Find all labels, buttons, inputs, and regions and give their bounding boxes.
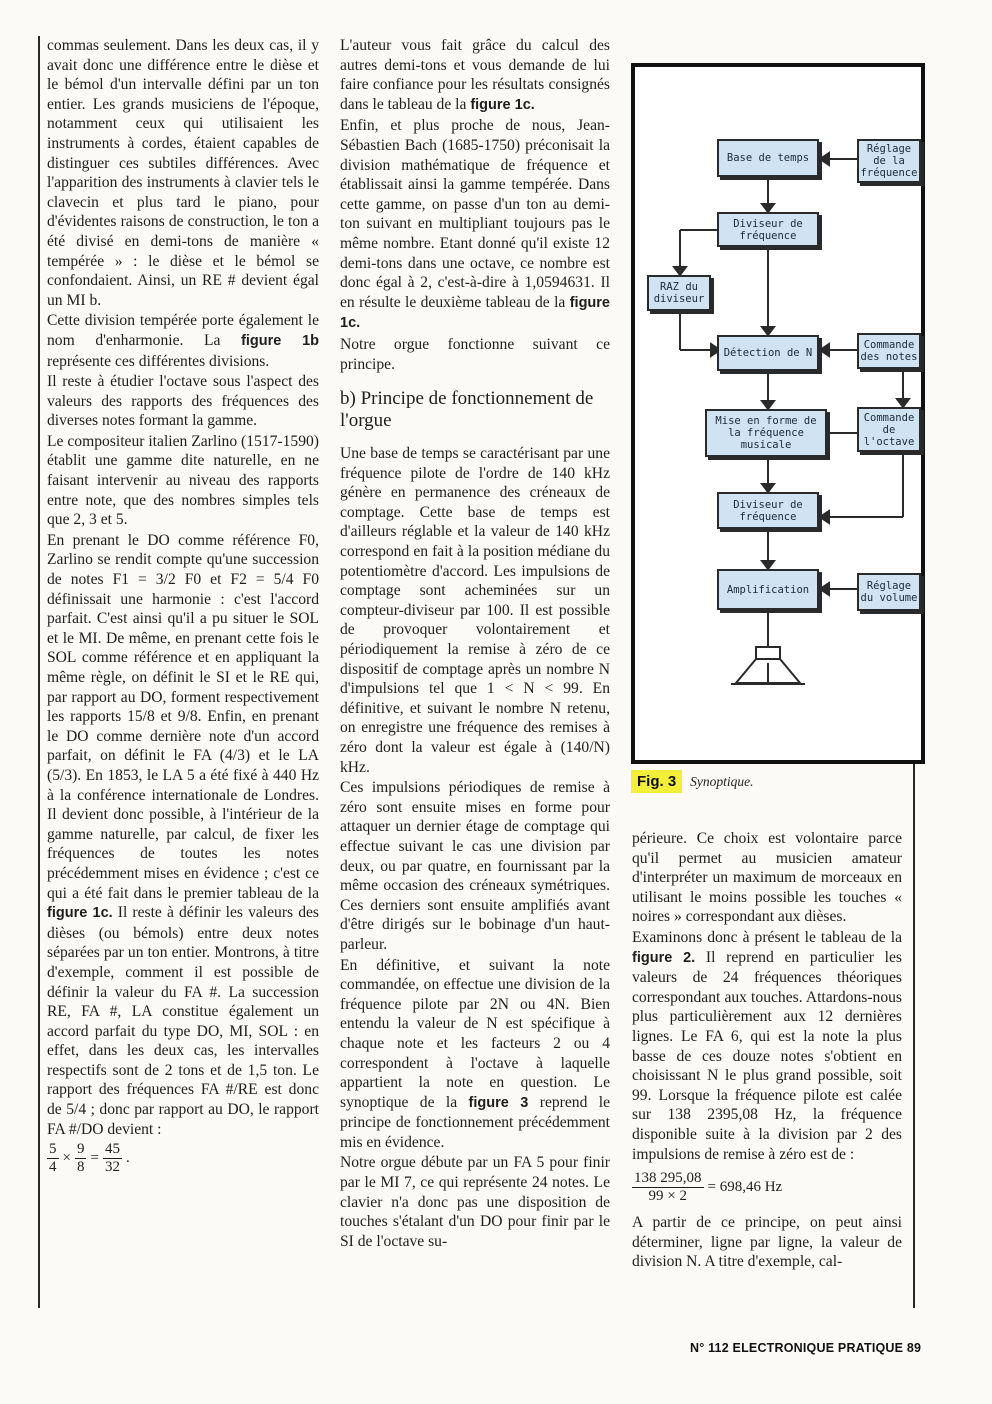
- numerator: 45: [104, 1141, 120, 1158]
- figure-label: Fig. 3: [631, 770, 682, 793]
- text: Examinons donc à présent le tableau de la: [632, 928, 902, 946]
- col2-paragraph: Ces impulsions périodiques de remise à zéro sont ensuite mises en forme pour attaquer un dernier étage de comptage qui effectue suivant le cas une division par deux, ou par quatre, en fournissant par la même occasion des créneaux symétriques. Ces derniers sont ensuite amplifiés avant d'être dirigés sur le bobinage d'un haut-parleur.: [340, 779, 610, 953]
- denominator: 99 × 2: [648, 1188, 687, 1205]
- figure-ref: figure 1c.: [340, 294, 610, 332]
- col2-paragraph: Notre orgue débute par un FA 5 pour finir par le MI 7, ce qui représente 24 notes. Le clavier n'a donc pas une disposition de touches s'étalant d'un DO pour finir par le SI de l'octave su-: [340, 1154, 610, 1250]
- arrow-head: [762, 204, 774, 212]
- frequency-formula: [632, 1170, 902, 1205]
- figure-ref: figure 1c.: [470, 96, 535, 113]
- right-margin-rule: [913, 764, 915, 1308]
- text: L'auteur vous fait grâce du calcul des autres demi-tons et vous demande de lui faire confiance pour les résultats consignés dans le tableau de la: [340, 37, 610, 113]
- col2-paragraph: [340, 956, 610, 1153]
- col1-paragraph: Il reste à étudier l'octave sous l'aspect des valeurs des rapports des fréquences des diverses notes formant la gamme.: [47, 373, 319, 430]
- col1-paragraph: Le compositeur italien Zarlino (1517-1590) établit une gamme dite naturelle, en ne faisant intervenir au niveau des rapports entre note, que des nombres simples tels que 2, 3 et 5.: [47, 432, 319, 529]
- section-heading: b) Principe de fonctionnement de l'orgue: [340, 388, 594, 432]
- col2-paragraph: [340, 36, 610, 115]
- reset-divider-block: RAZ du diviseur: [647, 275, 711, 311]
- volume-adjust-block: Réglage du volume: [857, 573, 921, 611]
- arrow-head: [820, 511, 829, 523]
- figure-ref: figure 3: [468, 1094, 529, 1111]
- numerator: 138 295,08: [634, 1170, 702, 1187]
- block-diagram-figure: [631, 63, 925, 764]
- fraction-formula: [47, 1141, 319, 1176]
- col1-paragraph: [47, 311, 319, 371]
- arrow-head: [762, 401, 774, 409]
- col2-paragraph: [340, 116, 610, 334]
- col2-paragraph: Une base de temps se caractérisant par une fréquence pilote de l'ordre de 140 kHz génère en permanence des créneaux de comptage. Cette base de temps est d'ailleurs réglable et la valeur de 140 kHz correspond en fait à la position médiane du potentiomètre d'accord. Les impulsions de comptage sont acheminées sur un compteur-diviseur par 100. Il est possible de provoquer volontairement et périodiquement la remise à zéro de ce dispositif de comptage après un nombre N d'impulsions tel que 1 < N < 99. En définitive, et suivant le nombre N retenu, on enregistre une fréquence des remises à zéro dont la valeur est égale à (140/N) kHz.: [340, 445, 610, 776]
- octave-command-block: Commande de l'octave: [857, 407, 921, 452]
- text: représente ces différentes divisions.: [47, 352, 270, 370]
- operator: ×: [62, 1149, 71, 1166]
- page-footer: N° 112 ELECTRONIQUE PRATIQUE 89: [690, 1341, 922, 1355]
- formula-result: = 698,46 Hz: [707, 1178, 783, 1195]
- figure-ref: figure 1b: [241, 332, 319, 349]
- loudspeaker-icon: [731, 647, 805, 684]
- figure-caption-text: Synoptique.: [690, 773, 754, 789]
- frequency-divider-block: Diviseur de fréquence: [717, 212, 819, 247]
- text: En prenant le DO comme référence F0, Zarlino se rendit compte qu'une succession de notes F1 = 3/2 F0 et F2 = 5/4 F0 définissait une harmonie : c'est l'accord parfait. C'est ainsi qu'il a pu situer le SOL et le MI. De même, en prenant cette fois le SOL comme référence et en appliquant la même règle, on définit le SI et le RE qui, par rapport au DO, forment respectivement les rapports 15/8 et 9/8. Enfin, en prenant le DO comme dernière note d'un accord parfait, on définit le FA (4/3) et le LA (5/3). En 1853, le LA 5 a été fixé à 440 Hz à la conférence internationale de Londres. Il devient donc possible, à l'intérieur de la gamme naturelle, par calcul, de fixer les fréquences de toutes les notes précédemment mises en évidence ; c'est ce qui a été fait dans le premier tableau de la: [47, 531, 319, 902]
- col1-paragraph: [47, 531, 319, 1139]
- amplification-block: Amplification: [717, 569, 819, 610]
- text: Cette division tempérée porte également le nom d'enharmonie. La: [47, 312, 319, 349]
- numerator: 9: [76, 1141, 85, 1158]
- arrow-head: [820, 583, 829, 595]
- arrow-head: [820, 153, 829, 165]
- col3-paragraph: périeure. Ce choix est volontaire parce qu'il permet au musicien amateur d'interpréter un maximum de morceaux en utilisant le moins possible les touches « noires » correspondant aux dièses.: [632, 830, 902, 926]
- text: Il reste à définir les valeurs des dièses (ou bémols) entre deux notes séparées par un ton entier. Montrons, à titre d'exemple, comment il est possible de définir la valeur du FA #. La succession RE, FA #, LA constitue également un accord parfait du type DO, MI, SOL : en effet, dans les deux cas, les intervalles respectifs sont de 2 tons et de 1,5 ton. Le rapport des fréquences FA #/RE est donc de 5/4 ; donc par rapport au DO, le rapport FA #/DO devient :: [47, 904, 319, 1138]
- figure-caption: [631, 770, 754, 793]
- col2-paragraph: Notre orgue fonctionne suivant ce principe.: [340, 335, 610, 373]
- time-base-block: Base de temps: [717, 139, 819, 177]
- fraction: [103, 1141, 122, 1176]
- frequency-adjust-block: Réglage de la fréquence: [857, 139, 921, 183]
- note-command-block: Commande des notes: [857, 333, 921, 369]
- col1-paragraph: commas seulement. Dans les deux cas, il y avait donc une différence entre le dièse et le bémol d'un intervalle défini par un ton entier. Les grands musiciens de l'époque, notamment ceux qui utilisaient les instruments à cordes, étaient capables de distinguer ces subtiles différences. Avec l'apparition des instruments à clavier tels le clavecin et plus tard le piano, pour d'évidentes raisons de construction, le ton a été divisé en demi-tons de manière « tempérée » : le dièse et le bémol se confondaient. Ainsi, un RE # devient égal un MI b.: [47, 37, 319, 309]
- arrow-head: [762, 484, 774, 492]
- left-margin-rule: [38, 36, 40, 1308]
- text: reprend le principe de fonctionnement précédemment mis en évidence.: [340, 1093, 611, 1151]
- column-1: [47, 36, 319, 1176]
- text: Enfin, et plus proche de nous, Jean-Sébastien Bach (1685-1750) préconisait la division mathématique de fréquence et établissait ainsi la gamme tempérée. Dans cette gamme, on passe d'un ton au demi-ton suivant en multipliant toujours pas le même nombre. Etant donné qu'il existe 12 demi-tons dans une octave, ce nombre est donc égal à 2, c'est-à-dire à 1,0594631. Il en résulte le deuxième tableau de la: [340, 117, 610, 311]
- arrow-head: [674, 267, 686, 275]
- numerator: 5: [49, 1141, 57, 1158]
- n-detection-block: Détection de N: [717, 335, 819, 371]
- fraction: [632, 1170, 704, 1205]
- arrow-head: [897, 399, 909, 407]
- text: En définitive, et suivant la note commandée, on effectue une division de la fréquence pilote par 2N ou 4N. Bien entendu la valeur de N est spécifique à chaque note et les facteurs 2 ou 4 correspondent à l'octave à laquelle appartient la note en question. Le synoptique de la: [340, 956, 610, 1111]
- frequency-divider-block-2: Diviseur de fréquence: [717, 492, 819, 529]
- denominator: 4: [49, 1159, 57, 1176]
- operator: .: [125, 1149, 130, 1166]
- arrow-head: [762, 561, 774, 569]
- col3-paragraph: [632, 928, 902, 1164]
- arrow-head: [762, 327, 774, 335]
- arrow-head: [820, 344, 829, 356]
- text: Il reprend en particulier les valeurs de 24 fréquences théoriques correspondant aux touches. Attardons-nous plus particulièrement aux 12 dernières lignes. Le FA 6, qui est la note la plus basse de ces douze notes s'obtient en choisissant N le plus grand possible, soit 99. Lorsque la fréquence pilote est calée sur 138 2395,08 Hz, la fréquence disponible suite à la division par 2 des impulsions de remise à zéro est de :: [632, 948, 903, 1163]
- column-2: [340, 36, 610, 1252]
- fraction: [75, 1141, 87, 1176]
- operator: =: [90, 1149, 99, 1166]
- figure-ref: figure 1c.: [47, 905, 113, 922]
- figure-ref: figure 2.: [632, 949, 696, 966]
- fraction: [47, 1141, 59, 1176]
- column-3: [632, 829, 902, 1273]
- col3-paragraph: A partir de ce principe, on peut ainsi déterminer, ligne par ligne, la valeur de division N. A titre d'exemple, cal-: [632, 1214, 902, 1271]
- denominator: 32: [104, 1159, 120, 1176]
- waveform-shaping-block: Mise en forme de la fréquence musicale: [705, 409, 827, 457]
- denominator: 8: [76, 1159, 85, 1176]
